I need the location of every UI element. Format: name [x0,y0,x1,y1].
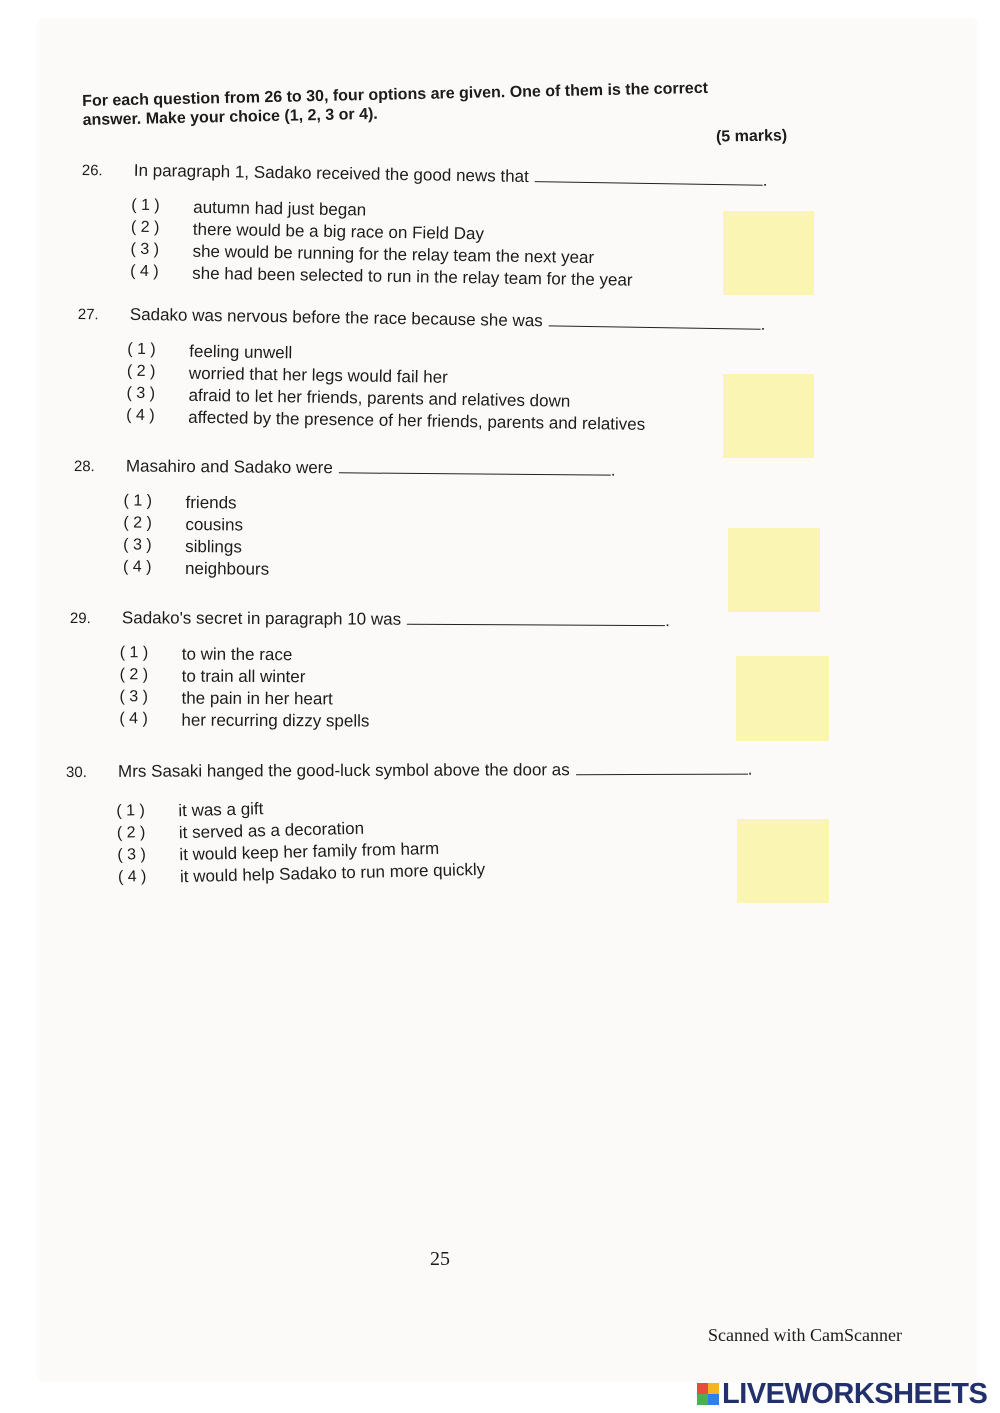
option-number: ( 3 ) [119,688,149,706]
answer-box-26[interactable] [723,211,814,295]
option-number: ( 3 ) [130,240,160,259]
question-number: 28. [73,457,95,476]
option-number: ( 4 ) [130,262,159,281]
liveworksheets-logo[interactable] [697,1378,987,1410]
answer-blank [339,456,611,475]
question-text: Mrs Sasaki hanged the good-luck symbol above the door as [118,760,570,781]
question-text: In paragraph 1, Sadako received the good news that [133,160,529,187]
option-number: ( 1 ) [123,492,153,510]
logo-mark-red [697,1383,708,1394]
question-text: Masahiro and Sadako were [125,456,333,478]
option-text: siblings [185,536,242,557]
question-number: 26. [81,161,103,180]
scanner-credit: Scanned with CamScanner [708,1325,902,1345]
option-text: it served as a decoration [178,818,365,843]
option-text: she would be running for the relay team the next year [192,241,595,268]
question-text: Sadako's secret in paragraph 10 was [121,608,402,629]
logo-text: LIVEWORKSHEETS [722,1377,988,1410]
liveworksheets-logo-icon [697,1383,719,1405]
scanned-page [40,20,975,1380]
logo-mark-yellow [708,1383,719,1394]
answer-blank [549,309,761,329]
question-end: . [665,611,670,631]
option-text: cousins [185,514,244,535]
question-number: 27. [77,305,99,324]
option-text: the pain in her heart [181,688,333,709]
question-number: 30. [66,763,87,781]
answer-box-30[interactable] [737,819,829,903]
option-text: affected by the presence of her friends, parents and relatives [188,407,646,434]
question-end: . [762,170,768,190]
option-text: there would be a big race on Field Day [192,219,485,244]
instructions-line-1: For each question from 26 to 30, four options are given. One of them is the correct [82,79,709,110]
option-number: ( 2 ) [123,514,152,532]
option-number: ( 1 ) [131,196,160,215]
option-number: ( 1 ) [116,802,145,820]
option-number: ( 3 ) [123,536,152,554]
option-number: ( 2 ) [130,218,160,237]
option-number: ( 4 ) [117,868,147,886]
option-text: she had been selected to run in the relay team for the year [192,263,633,290]
option-text: worried that her legs would fail her [188,363,448,387]
question-end: . [747,759,753,779]
option-text: feeling unwell [189,341,293,363]
answer-blank [535,165,763,186]
option-text: afraid to let her friends, parents and relatives down [188,385,571,411]
answer-box-28[interactable] [728,528,820,612]
option-number: ( 4 ) [119,710,148,728]
option-number: ( 2 ) [116,824,146,842]
logo-mark-green [697,1394,708,1405]
question-end: . [610,460,616,480]
question-end: . [760,314,766,334]
option-text: friends [185,492,237,513]
option-number: ( 1 ) [119,644,149,662]
question-text: Sadako was nervous before the race because she was [129,304,543,331]
answer-box-27[interactable] [723,374,814,458]
answer-blank [407,608,665,626]
option-text: it was a gift [178,799,264,821]
option-number: ( 3 ) [117,846,147,864]
marks-label: (5 marks) [715,127,788,146]
answer-blank [576,758,748,776]
logo-mark-blue [708,1394,719,1405]
question-number: 29. [69,609,91,628]
option-number: ( 1 ) [127,340,156,359]
option-text: to win the race [181,644,293,665]
instructions-line-2: answer. Make your choice (1, 2, 3 or 4). [82,105,378,129]
option-number: ( 4 ) [122,558,152,576]
option-number: ( 3 ) [126,384,156,403]
option-text: autumn had just began [193,197,367,220]
option-text: her recurring dizzy spells [181,710,370,731]
option-text: neighbours [184,558,270,579]
option-number: ( 2 ) [119,666,149,684]
option-text: to train all winter [181,666,306,687]
option-text: it would keep her family from harm [179,838,440,865]
page-number: 25 [430,1248,450,1270]
option-text: it would help Sadako to run more quickly [179,859,486,887]
option-number: ( 2 ) [126,362,156,381]
answer-box-29[interactable] [736,656,829,741]
option-number: ( 4 ) [126,406,155,425]
